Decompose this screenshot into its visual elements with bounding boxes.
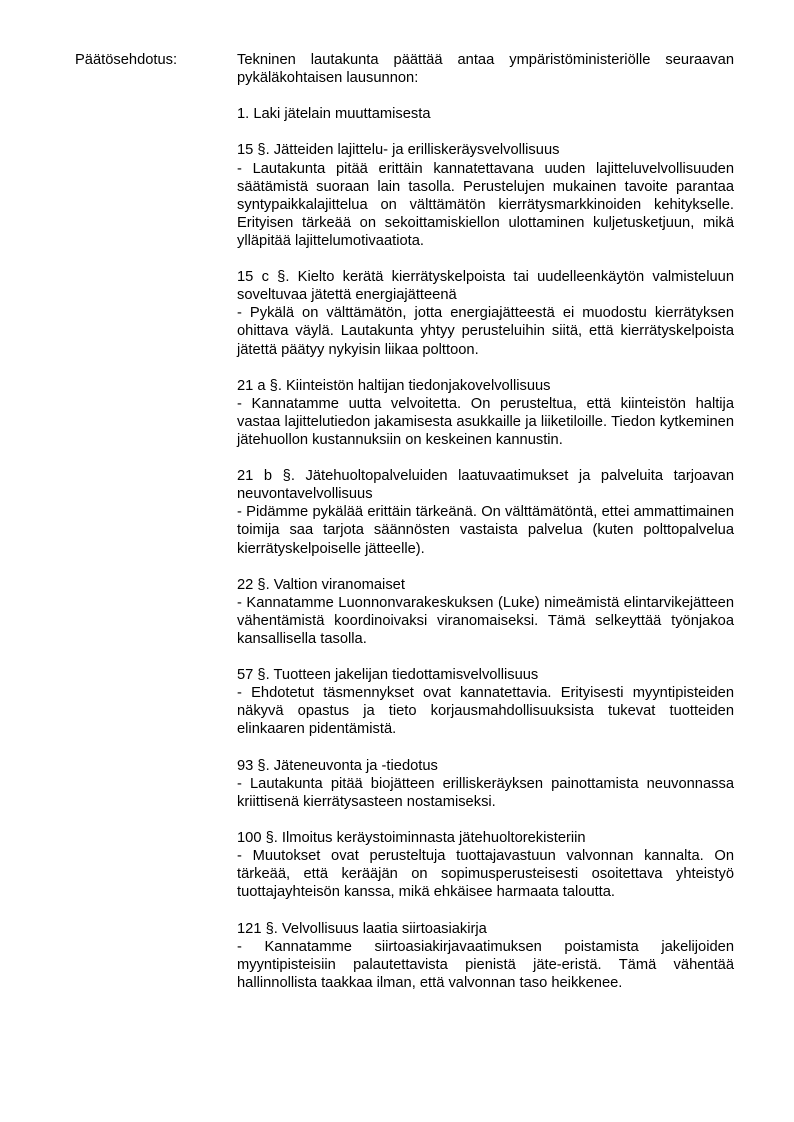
section-body: - Kannatamme siirtoasiakirjavaatimuksen poistamista jakelijoiden myyntipisteisiin palautettavista pienistä jäte-eristä. Tämä vähentää hallinnollista taakkaa ilman, että valvonnan taso heikkenee.: [237, 938, 734, 991]
section-block-15: [237, 141, 734, 250]
section-body: - Pidämme pykälää erittäin tärkeänä. On välttämätöntä, ettei ammattimainen toimija saa tarjota säännösten vastaista palvelua (kuten polttopalvelua kierrätyskelpoiselle jätteelle).: [237, 504, 734, 557]
section-body: - Lautakunta pitää biojätteen erilliskeräyksen painottamista neuvonnassa kriittisenä kierrätysasteen nostamiseksi.: [237, 775, 734, 810]
section-heading: 100 §. Ilmoitus keräystoiminnasta jätehuoltorekisteriin: [237, 830, 586, 847]
intro-paragraph: Tekninen lautakunta päättää antaa ympäristöministeriölle seuraavan pykäläkohtaisen lausunnon:: [237, 52, 734, 87]
section-block-22: [237, 576, 734, 648]
section-body: - Ehdotetut täsmennykset ovat kannatettavia. Erityisesti myyntipisteiden näkyvä opastus ja tieto korjausmahdollisuuksista tukevat tuotteiden elinkaaren pidentämistä.: [237, 685, 734, 738]
section-block-57: [237, 666, 734, 738]
section-block-93: [237, 757, 734, 811]
section-heading: 15 c §. Kielto kerätä kierrätyskelpoista tai uudelleenkäytön valmisteluun soveltuvaa jätettä energiajätteenä: [237, 269, 734, 304]
section-block-121: [237, 920, 734, 992]
section-body: - Kannatamme uutta velvoitetta. On perusteltua, että kiinteistön haltija vastaa lajittelutiedon jakamisesta asukkaille ja liiketiloille. Tiedon kytkeminen jätehuollon kustannuksiin on keskeinen kannustin.: [237, 395, 734, 448]
section-body: - Lautakunta pitää erittäin kannatettavana uuden lajitteluvelvollisuuden säätämistä suoraan lain tasolla. Perustelujen mukainen tavoite parantaa syntypaikkalajittelua on välttämätön kierrätysmarkkinoiden kehitykselle. Erityisen tärkeää on sekoittamiskiellon ulottaminen kuljetusketjuun, mikä ylläpitää lajittelumotivaatiota.: [237, 160, 734, 249]
statement-content: [237, 51, 734, 992]
section-heading: 93 §. Jäteneuvonta ja -tiedotus: [237, 757, 438, 774]
section-heading: 57 §. Tuotteen jakelijan tiedottamisvelvollisuus: [237, 667, 539, 684]
section-heading: 21 a §. Kiinteistön haltijan tiedonjakovelvollisuus: [237, 377, 551, 394]
section-body: - Pykälä on välttämätön, jotta energiajätteestä ei muodostu kierrätyksen ohittava väylä. Lautakunta yhtyy perusteluihin siitä, että kierrätyskelpoista jätettä päätyy nykyisin liikaa polttoon.: [237, 305, 734, 358]
section-heading: 121 §. Velvollisuus laatia siirtoasiakirja: [237, 920, 487, 937]
decision-proposal-label: Päätösehdotus:: [75, 52, 178, 68]
section-body: - Kannatamme Luonnonvarakeskuksen (Luke) nimeämistä elintarvikejätteen vähentämistä koordinoivaksi viranomaiseksi. Tämä selkeyttää työnjakoa kansallisella tasolla.: [237, 594, 734, 647]
section-heading: 21 b §. Jätehuoltopalveluiden laatuvaatimukset ja palveluita tarjoavan neuvontavelvollisuus: [237, 468, 734, 503]
law-title: 1. Laki jätelain muuttamisesta: [237, 106, 431, 123]
section-body: - Muutokset ovat perusteltuja tuottajavastuun valvonnan kannalta. On tärkeää, että kerääjän on sopimusperusteisesti osoitettava yhteistyö tuottajayhteisön kanssa, mikä ehkäisee harmaata taloutta.: [237, 848, 734, 901]
section-block-21b: [237, 467, 734, 557]
section-block-15c: [237, 268, 734, 358]
section-heading: 15 §. Jätteiden lajittelu- ja erilliskeräysvelvollisuus: [237, 142, 560, 159]
section-block-21a: [237, 377, 734, 449]
section-heading: 22 §. Valtion viranomaiset: [237, 576, 405, 593]
section-block-100: [237, 829, 734, 901]
